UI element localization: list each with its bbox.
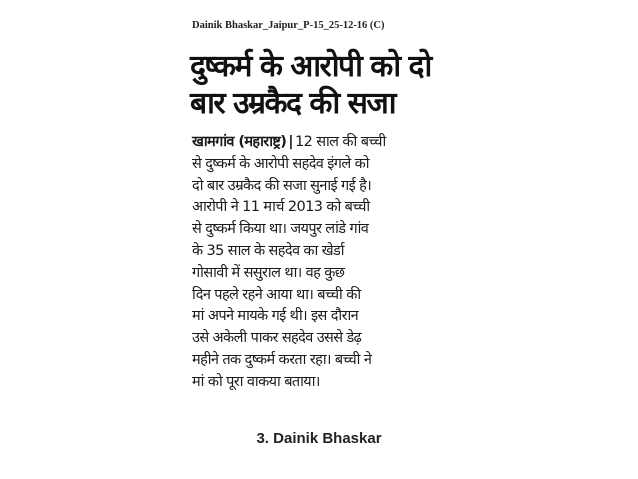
body-line: से दुष्कर्म किया था। जयपुर लांडे गांव — [192, 221, 369, 238]
body-first-line-text: 12 साल की बच्ची — [294, 134, 386, 150]
dateline-separator: | — [288, 134, 293, 150]
body-line: महीने तक दुष्कर्म करता रहा। बच्ची ने — [192, 351, 372, 368]
body-line: मां को पूरा वाकया बताया। — [192, 373, 320, 390]
dateline: खामगांव (महाराष्ट्र) — [192, 134, 287, 150]
body-line: से दुष्कर्म के आरोपी सहदेव इंगले को — [192, 155, 369, 172]
slide-caption: 3. Dainik Bhaskar — [256, 430, 382, 447]
clipping-source: Dainik Bhaskar_Jaipur_P-15_25-12-16 (C) — [192, 20, 385, 31]
clipping-headline — [190, 48, 452, 122]
body-line: दिन पहले रहने आया था। बच्ची की — [192, 286, 361, 303]
body-line: उसे अकेली पाकर सहदेव उससे डेढ़ — [192, 330, 362, 347]
headline-line: बार उम्रकैद की सजा — [190, 86, 395, 121]
body-line: दो बार उम्रकैद की सजा सुनाई गई है। — [192, 177, 372, 194]
newspaper-clipping — [188, 14, 450, 406]
clipping-body — [192, 132, 454, 394]
body-line — [192, 132, 454, 154]
headline-line: दुष्कर्म के आरोपी को दो — [190, 49, 431, 84]
body-line: गोसावी में ससुराल था। वह कुछ — [192, 264, 345, 281]
body-line: मां अपने मायके गई थी। इस दौरान — [192, 308, 359, 325]
body-line: आरोपी ने 11 मार्च 2013 को बच्ची — [192, 199, 370, 216]
body-line: के 35 साल के सहदेव का खेर्डा — [192, 242, 344, 259]
